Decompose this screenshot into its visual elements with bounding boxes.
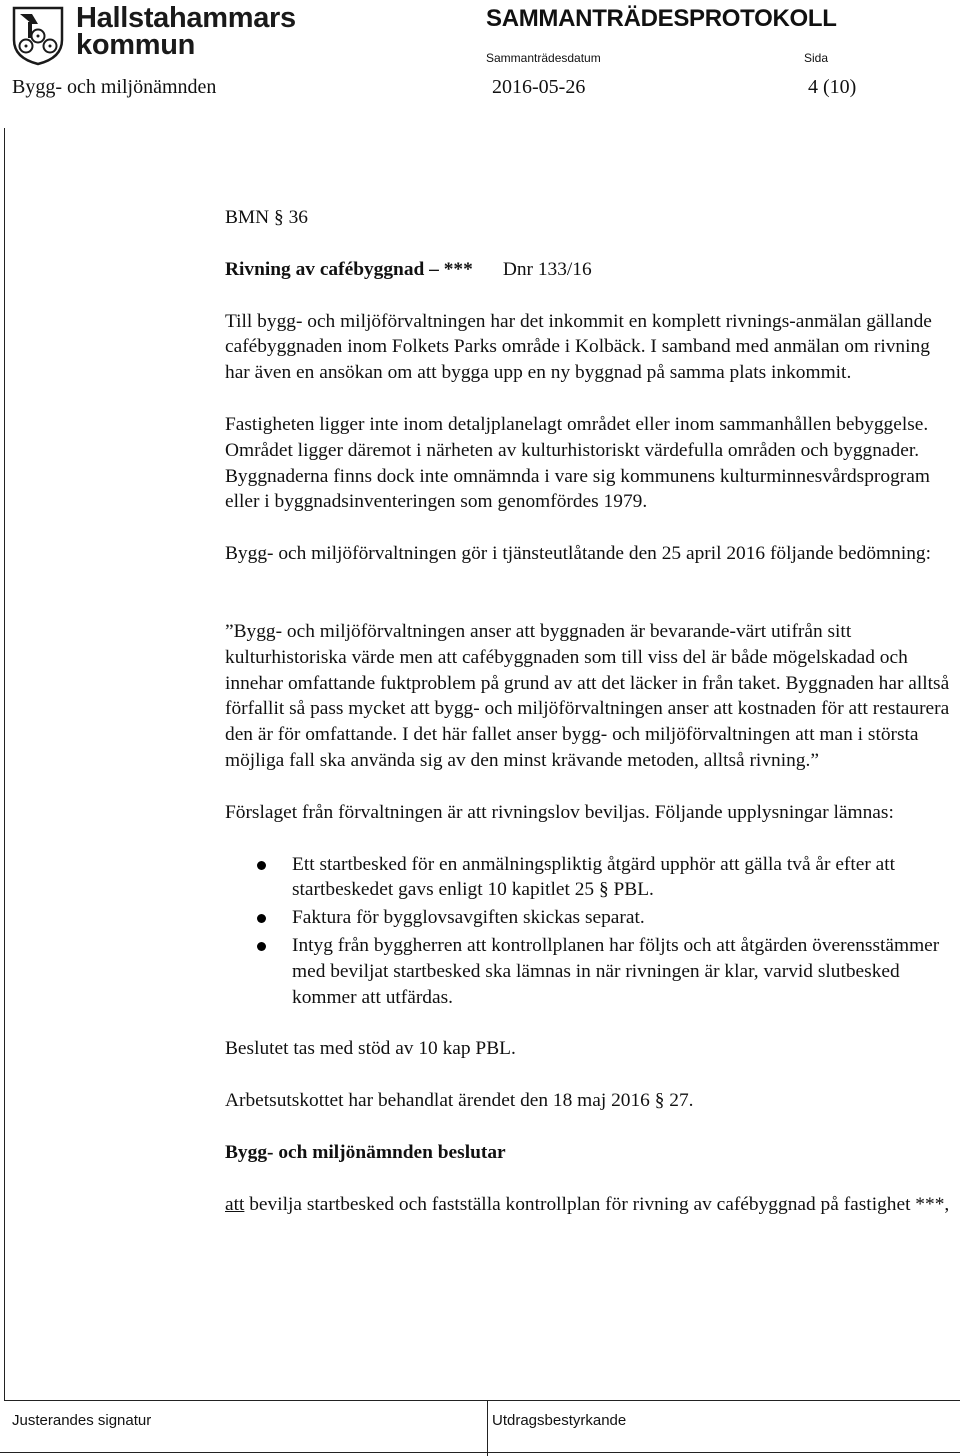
- document-title: SAMMANTRÄDESPROTOKOLL: [486, 5, 837, 32]
- org-name-line1: Hallstahammars: [76, 2, 296, 34]
- footer-divider: [487, 1400, 488, 1456]
- list-item: Faktura för bygglovsavgiften skickas separat.: [225, 905, 950, 931]
- quoted-assessment: ”Bygg- och miljöförvaltningen anser att byggnaden är bevarande-värt utifrån sitt kulturhistoriska värde men att cafébyggnaden som till viss del är både mögelskadad och innehar omfattande fuktproblem på grund av att det läcker in från taket. Byggnaden har alltså förfallit så pass mycket att bygg- och miljöförvaltningen anser att kostnaden för att restaurera den är för omfattande. I det här fallet anser bygg- och miljöförvaltningen att man i största möjliga fall ska använda sig av den minst krävande metoden, alltså rivning.”: [225, 620, 950, 771]
- meeting-date: 2016-05-26: [492, 76, 586, 98]
- list-item: Intyg från byggherren att kontrollplanen har följts och att åtgärden överensstämmer med beviljat startbesked ska lämnas in när rivningen är klar, varvid slutbesked kommer att utfärdas.: [225, 933, 950, 1010]
- paragraph-id: BMN § 36: [225, 207, 308, 228]
- page-number: 4 (10): [808, 76, 857, 98]
- municipality-coat-of-arms-icon: [12, 6, 64, 66]
- paragraph-4: Förslaget från förvaltningen är att rivningslov beviljas. Följande upplysningar lämnas:: [225, 801, 894, 823]
- paragraph-6: Arbetsutskottet har behandlat ärendet den 18 maj 2016 § 27.: [225, 1090, 694, 1112]
- org-name-line2: kommun: [76, 29, 196, 61]
- decision-body: bevilja startbesked och fastställa kontrollplan för rivning av cafébyggnad på fastighet ***,: [244, 1193, 950, 1215]
- paragraph-1: Till bygg- och miljöförvaltningen har det inkommit en komplett rivnings-anmälan gällande cafébyggnaden inom Folkets Parks område i Kolbäck. I samband med anmälan om rivning har även en ansökan om att bygga upp en ny byggnad på samma plats inkommit.: [225, 310, 932, 384]
- section-title: [225, 257, 950, 283]
- paragraph-5: Beslutet tas med stöd av 10 kap PBL.: [225, 1038, 516, 1060]
- list-item: Ett startbesked för en anmälningspliktig åtgärd upphör att gälla två år efter att startbeskedet gavs enligt 10 kapitlet 25 § PBL.: [225, 852, 950, 904]
- information-list: [225, 852, 950, 1011]
- committee-name: Bygg- och miljönämnden: [12, 76, 217, 98]
- document-body: [225, 205, 950, 1218]
- paragraph-2: Fastigheten ligger inte inom detaljplanelagt området eller inom sammanhållen bebyggelse. Området ligger däremot i närheten av kulturhistoriskt värdefulla områden och byggnader. Byggnaderna finns dock inte omnämnda i vare sig kommunens kulturminnesvårdsprogram eller i byggnadsinventeringen som genomfördes 1979.: [225, 413, 930, 513]
- decision-text: [225, 1192, 950, 1218]
- signature-label: Justerandes signatur: [12, 1412, 152, 1429]
- case-title: Rivning av cafébyggnad – ***: [225, 258, 473, 280]
- extract-certification-label: Utdragsbestyrkande: [492, 1412, 627, 1429]
- case-number: Dnr 133/16: [502, 258, 592, 280]
- meeting-date-label: Sammanträdesdatum: [486, 51, 601, 65]
- footer-top-rule: [4, 1400, 960, 1401]
- decision-att: att: [225, 1193, 245, 1215]
- footer-bottom-rule: [0, 1452, 960, 1453]
- decision-heading: Bygg- och miljönämnden beslutar: [225, 1141, 506, 1163]
- paragraph-3: Bygg- och miljöförvaltningen gör i tjänsteutlåtande den 25 april 2016 följande bedömning:: [225, 543, 931, 565]
- page-label: Sida: [804, 51, 829, 65]
- left-margin-rule: [4, 128, 5, 1400]
